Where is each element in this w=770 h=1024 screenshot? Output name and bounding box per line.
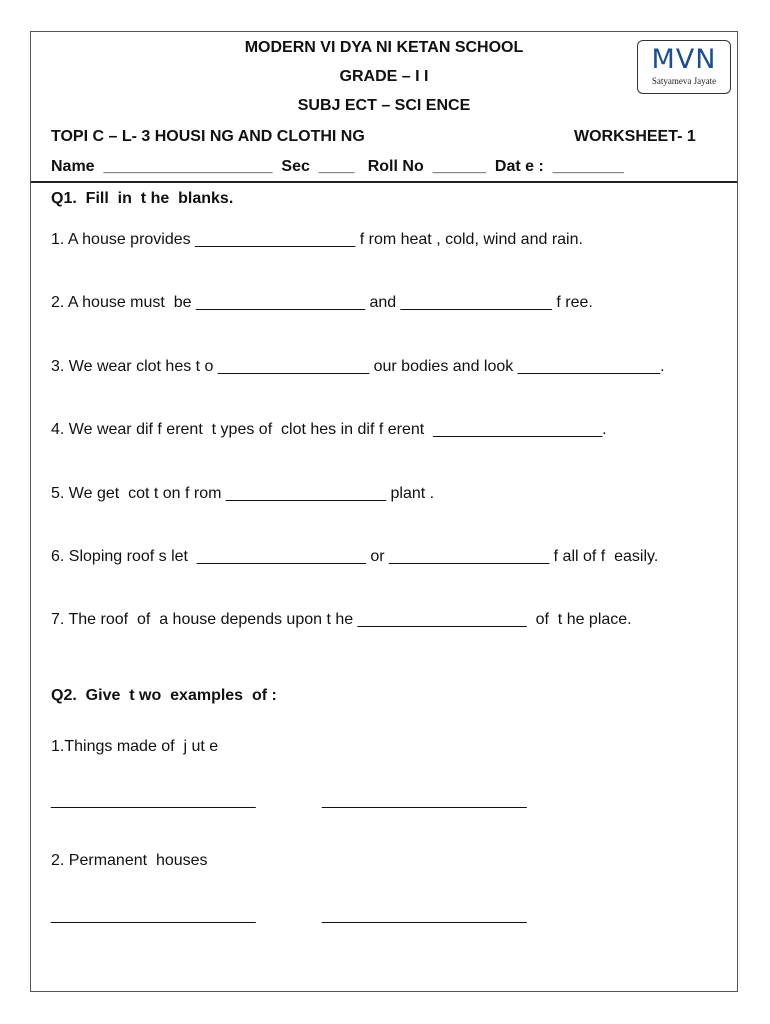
question-5: 5. We get cot t on f rom __________________ plant .	[51, 485, 435, 502]
example-item-2-label: 2. Permanent houses	[51, 852, 208, 869]
worksheet-page	[30, 31, 738, 992]
example-item-2-blank-2: _______________________	[322, 907, 527, 924]
section1-title: Q1. Fill in t he blanks.	[51, 190, 234, 207]
question-6: 6. Sloping roof s let ___________________ or __________________ f all of f easily.	[51, 548, 659, 565]
logo-motto: Satyameva Jayate	[651, 76, 717, 86]
header-divider	[31, 181, 737, 183]
question-7: 7. The roof of a house depends upon t he ___________________ of t he place.	[51, 611, 632, 628]
grade-label: GRADE – I I	[339, 68, 429, 85]
example-item-1-blank-1: _______________________	[51, 792, 256, 809]
question-4: 4. We wear dif f erent t ypes of clot hes in dif f erent ___________________.	[51, 421, 607, 438]
question-1: 1. A house provides __________________ f rom heat , cold, wind and rain.	[51, 231, 583, 248]
subject-label: SUBJ ECT – SCI ENCE	[297, 97, 471, 114]
school-name: MODERN VI DYA NI KETAN SCHOOL	[244, 39, 524, 56]
student-info-line: Name ___________________ Sec ____ Roll No ______ Dat e : ________	[51, 158, 624, 175]
section2-title: Q2. Give t wo examples of :	[51, 687, 277, 704]
example-item-1-blank-2: _______________________	[322, 792, 527, 809]
school-logo	[637, 40, 731, 94]
logo-initials: MVN	[651, 44, 717, 75]
example-item-2-blank-1: _______________________	[51, 907, 256, 924]
topic-label: TOPI C – L- 3 HOUSI NG AND CLOTHI NG	[51, 128, 365, 145]
example-item-1-label: 1.Things made of j ut e	[51, 738, 219, 755]
question-2: 2. A house must be ___________________ and _________________ f ree.	[51, 294, 593, 311]
question-3: 3. We wear clot hes t o _________________ our bodies and look ________________.	[51, 358, 665, 375]
worksheet-label: WORKSHEET- 1	[574, 128, 696, 145]
